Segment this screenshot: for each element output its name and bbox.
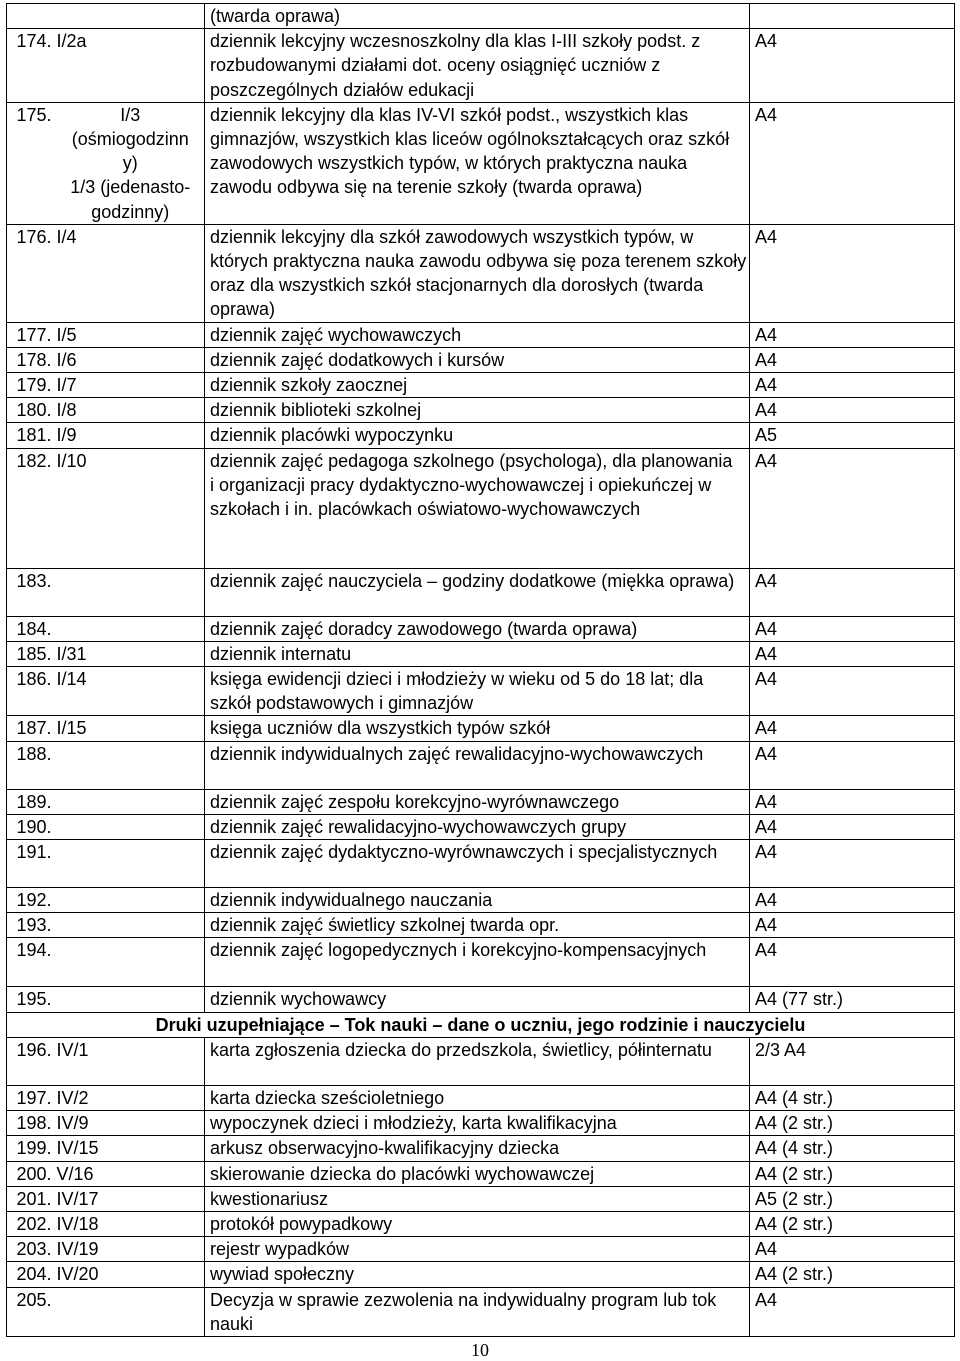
table-row xyxy=(7,789,955,814)
row-number: 202. xyxy=(7,1211,54,1236)
table-row xyxy=(7,347,955,372)
row-number: 201. xyxy=(7,1186,54,1211)
format: A4 (2 str.) xyxy=(750,1211,955,1236)
description: dziennik zajęć dodatkowych i kursów xyxy=(205,347,750,372)
description: rejestr wypadków xyxy=(205,1237,750,1262)
table-row xyxy=(7,4,955,29)
table-row xyxy=(7,667,955,716)
table-body xyxy=(7,4,955,1337)
row-number: 200. xyxy=(7,1161,54,1186)
table-row xyxy=(7,568,955,616)
form-code xyxy=(54,1287,205,1336)
description: dziennik wychowawcy xyxy=(205,987,750,1012)
table-row xyxy=(7,423,955,448)
format: A4 xyxy=(750,448,955,568)
form-code: IV/20 xyxy=(54,1262,205,1287)
description: protokół powypadkowy xyxy=(205,1211,750,1236)
form-code: I/4 xyxy=(54,224,205,322)
description: dziennik lekcyjny dla szkół zawodowych wszystkich typów, w których praktyczna nauka zawodu odbywa się poza terenem szkoły oraz dla wszystkich szkół stacjonarnych dla dorosłych (twarda oprawa) xyxy=(205,224,750,322)
row-number: 180. xyxy=(7,398,54,423)
description: wypoczynek dzieci i młodzieży, karta kwalifikacyjna xyxy=(205,1111,750,1136)
row-number: 186. xyxy=(7,667,54,716)
form-code: I/8 xyxy=(54,398,205,423)
row-number: 194. xyxy=(7,938,54,987)
form-code xyxy=(54,913,205,938)
description: skierowanie dziecka do placówki wychowawczej xyxy=(205,1161,750,1186)
description: dziennik zajęć rewalidacyjno-wychowawczych grupy xyxy=(205,814,750,839)
form-code: IV/19 xyxy=(54,1237,205,1262)
row-number: 175. xyxy=(7,102,54,224)
row-number: 197. xyxy=(7,1085,54,1110)
format: A4 xyxy=(750,814,955,839)
description: dziennik indywidualnych zajęć rewalidacyjno-wychowawczych xyxy=(205,741,750,789)
form-code: IV/15 xyxy=(54,1136,205,1161)
row-number: 198. xyxy=(7,1111,54,1136)
format: A4 xyxy=(750,347,955,372)
form-code: I/15 xyxy=(54,716,205,741)
table-row xyxy=(7,616,955,641)
form-code: V/16 xyxy=(54,1161,205,1186)
format: A4 xyxy=(750,102,955,224)
table-row xyxy=(7,322,955,347)
table-row xyxy=(7,888,955,913)
description: dziennik zajęć logopedycznych i korekcyjno-kompensacyjnych xyxy=(205,938,750,987)
description: księga ewidencji dzieci i młodzieży w wieku od 5 do 18 lat; dla szkół podstawowych i gimnazjów xyxy=(205,667,750,716)
description: dziennik zajęć pedagoga szkolnego (psychologa), dla planowania i organizacji pracy dydaktyczno-wychowawczej i opiekuńczej w szkołach i in. placówkach oświatowo-wychowawczych xyxy=(205,448,750,568)
row-number: 183. xyxy=(7,568,54,616)
form-code xyxy=(54,938,205,987)
document-table xyxy=(6,3,955,1337)
row-number: 187. xyxy=(7,716,54,741)
description: księga uczniów dla wszystkich typów szkół xyxy=(205,716,750,741)
table-row xyxy=(7,29,955,103)
description: dziennik zajęć dydaktyczno-wyrównawczych i specjalistycznych xyxy=(205,840,750,888)
table-row xyxy=(7,1161,955,1186)
row-number: 174. xyxy=(7,29,54,103)
table-row xyxy=(7,1262,955,1287)
form-code xyxy=(54,814,205,839)
form-code: I/6 xyxy=(54,347,205,372)
table-row xyxy=(7,1186,955,1211)
row-number: 177. xyxy=(7,322,54,347)
section-header: Druki uzupełniające – Tok nauki – dane o uczniu, jego rodzinie i nauczycielu xyxy=(7,1012,955,1037)
form-code: I/3 (ośmiogodzinn y) 1/3 (jedenasto- godzinny) xyxy=(54,102,205,224)
row-number: 178. xyxy=(7,347,54,372)
format: A4 xyxy=(750,888,955,913)
format: A5 xyxy=(750,423,955,448)
format: A4 xyxy=(750,224,955,322)
description: dziennik szkoły zaocznej xyxy=(205,373,750,398)
format: A4 xyxy=(750,616,955,641)
table-row xyxy=(7,398,955,423)
table-row xyxy=(7,1237,955,1262)
table-row xyxy=(7,448,955,568)
format: A4 xyxy=(750,913,955,938)
row-number: 182. xyxy=(7,448,54,568)
form-code xyxy=(54,741,205,789)
description: dziennik biblioteki szkolnej xyxy=(205,398,750,423)
table-row xyxy=(7,840,955,888)
row-number: 204. xyxy=(7,1262,54,1287)
description: Decyzja w sprawie zezwolenia na indywidualny program lub tok nauki xyxy=(205,1287,750,1336)
format xyxy=(750,4,955,29)
form-code: I/14 xyxy=(54,667,205,716)
description: (twarda oprawa) xyxy=(205,4,750,29)
format: A4 xyxy=(750,741,955,789)
table-row xyxy=(7,716,955,741)
row-number: 181. xyxy=(7,423,54,448)
format: A4 xyxy=(750,667,955,716)
row-number: 184. xyxy=(7,616,54,641)
form-code xyxy=(54,568,205,616)
format: A4 xyxy=(750,1287,955,1336)
table-row xyxy=(7,1287,955,1336)
format: 2/3 A4 xyxy=(750,1037,955,1085)
format: A4 (2 str.) xyxy=(750,1262,955,1287)
format: A4 xyxy=(750,373,955,398)
table-row xyxy=(7,641,955,666)
description: dziennik zajęć świetlicy szkolnej twarda opr. xyxy=(205,913,750,938)
row-number: 196. xyxy=(7,1037,54,1085)
row-number: 176. xyxy=(7,224,54,322)
form-code: IV/18 xyxy=(54,1211,205,1236)
row-number: 203. xyxy=(7,1237,54,1262)
row-number: 191. xyxy=(7,840,54,888)
form-code: I/7 xyxy=(54,373,205,398)
format: A4 xyxy=(750,322,955,347)
row-number: 189. xyxy=(7,789,54,814)
row-number xyxy=(7,4,54,29)
form-code: I/5 xyxy=(54,322,205,347)
form-code xyxy=(54,987,205,1012)
description: karta zgłoszenia dziecka do przedszkola, świetlicy, półinternatu xyxy=(205,1037,750,1085)
form-code: IV/1 xyxy=(54,1037,205,1085)
description: dziennik zajęć nauczyciela – godziny dodatkowe (miękka oprawa) xyxy=(205,568,750,616)
form-code: I/9 xyxy=(54,423,205,448)
row-number: 192. xyxy=(7,888,54,913)
format: A4 (4 str.) xyxy=(750,1136,955,1161)
row-number: 190. xyxy=(7,814,54,839)
format: A4 xyxy=(750,840,955,888)
format: A4 xyxy=(750,938,955,987)
description: karta dziecka sześcioletniego xyxy=(205,1085,750,1110)
description: dziennik placówki wypoczynku xyxy=(205,423,750,448)
description: dziennik zajęć zespołu korekcyjno-wyrównawczego xyxy=(205,789,750,814)
table-row xyxy=(7,373,955,398)
description: dziennik lekcyjny wczesnoszkolny dla klas I-III szkoły podst. z rozbudowanymi działami dot. oceny osiągnięć uczniów z poszczególnych działów edukacji xyxy=(205,29,750,103)
table-row xyxy=(7,1136,955,1161)
format: A4 xyxy=(750,641,955,666)
table-row xyxy=(7,938,955,987)
table-row xyxy=(7,987,955,1012)
description: dziennik zajęć wychowawczych xyxy=(205,322,750,347)
form-code: IV/9 xyxy=(54,1111,205,1136)
form-code xyxy=(54,4,205,29)
format: A5 (2 str.) xyxy=(750,1186,955,1211)
format: A4 (2 str.) xyxy=(750,1111,955,1136)
row-number: 199. xyxy=(7,1136,54,1161)
format: A4 (4 str.) xyxy=(750,1085,955,1110)
description: wywiad społeczny xyxy=(205,1262,750,1287)
row-number: 185. xyxy=(7,641,54,666)
description: arkusz obserwacyjno-kwalifikacyjny dziecka xyxy=(205,1136,750,1161)
format: A4 xyxy=(750,789,955,814)
form-code xyxy=(54,616,205,641)
form-code: IV/2 xyxy=(54,1085,205,1110)
form-code xyxy=(54,840,205,888)
row-number: 193. xyxy=(7,913,54,938)
form-code: I/31 xyxy=(54,641,205,666)
table-row xyxy=(7,224,955,322)
form-code xyxy=(54,789,205,814)
description: dziennik lekcyjny dla klas IV-VI szkół podst., wszystkich klas gimnazjów, wszystkich klas liceów ogólnokształcących oraz szkół zawodowych wszystkich typów, w których praktyczna nauka zawodu odbywa się na terenie szkoły (twarda oprawa) xyxy=(205,102,750,224)
format: A4 xyxy=(750,398,955,423)
format: A4 xyxy=(750,716,955,741)
table-row xyxy=(7,913,955,938)
format: A4 xyxy=(750,1237,955,1262)
format: A4 xyxy=(750,568,955,616)
description: dziennik indywidualnego nauczania xyxy=(205,888,750,913)
row-number: 179. xyxy=(7,373,54,398)
table-row xyxy=(7,102,955,224)
page-number: 10 xyxy=(471,1340,489,1360)
row-number: 188. xyxy=(7,741,54,789)
description: dziennik internatu xyxy=(205,641,750,666)
description: kwestionariusz xyxy=(205,1186,750,1211)
row-number: 205. xyxy=(7,1287,54,1336)
table-row xyxy=(7,814,955,839)
form-code: IV/17 xyxy=(54,1186,205,1211)
format: A4 (2 str.) xyxy=(750,1161,955,1186)
table-row xyxy=(7,1211,955,1236)
table-row xyxy=(7,1111,955,1136)
format: A4 xyxy=(750,29,955,103)
form-code: I/10 xyxy=(54,448,205,568)
form-code: I/2a xyxy=(54,29,205,103)
form-code xyxy=(54,888,205,913)
description: dziennik zajęć doradcy zawodowego (twarda oprawa) xyxy=(205,616,750,641)
table-row xyxy=(7,1037,955,1085)
table-row xyxy=(7,741,955,789)
section-header-row xyxy=(7,1012,955,1037)
format: A4 (77 str.) xyxy=(750,987,955,1012)
row-number: 195. xyxy=(7,987,54,1012)
table-row xyxy=(7,1085,955,1110)
